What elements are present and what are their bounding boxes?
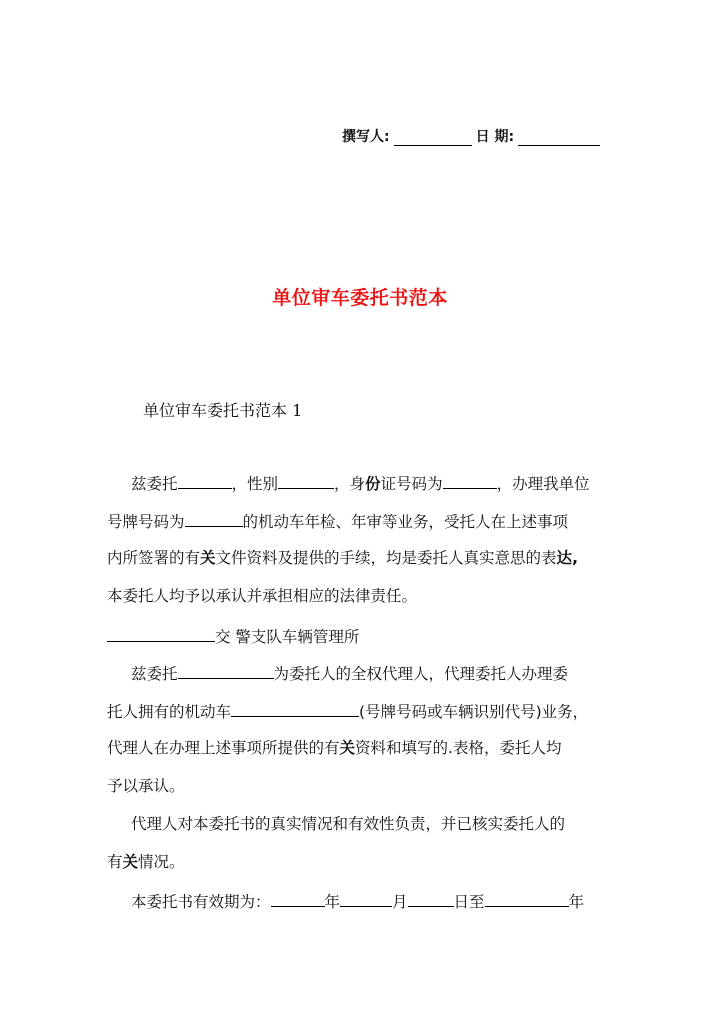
paragraph2-line1	[131, 662, 617, 684]
text: 为委托人的全权代理人，代理委托人办理委	[273, 665, 569, 683]
paragraph1-line2	[107, 510, 617, 532]
text: ，办理我单位	[496, 475, 590, 493]
paragraph3-line1: 代理人对本委托书的真实情况和有效性负责，并已核实委托人的	[131, 815, 566, 833]
blank	[485, 890, 569, 907]
validity-line	[131, 890, 617, 912]
text: 代理人在办理上述事项所提供的有	[107, 739, 340, 757]
blank	[107, 625, 215, 642]
paragraph2-line3	[107, 738, 617, 758]
blank	[408, 890, 454, 907]
paragraph3-line2	[107, 852, 617, 872]
paragraph2-line2	[107, 700, 617, 722]
text: 关	[339, 739, 356, 757]
text: 达	[556, 549, 573, 567]
blank	[443, 472, 497, 489]
text: 的机动车年检、年审等业务，受托人在上述事项	[242, 513, 569, 531]
text: 托人拥有的机动车	[107, 703, 232, 721]
text: 内所签署的有	[107, 549, 201, 567]
document-title: 单位审车委托书范本	[272, 287, 448, 309]
text: 关	[122, 853, 139, 871]
date-label: 日 期:	[475, 129, 515, 145]
text: 资料和填写的.表格，委托人均	[355, 739, 562, 757]
blank	[231, 700, 359, 717]
author-label: 撰写人:	[342, 129, 390, 145]
blank	[178, 472, 232, 489]
text: 证号码为	[380, 475, 443, 493]
text: ，身	[334, 475, 366, 493]
paragraph2-line4: 予以承认。	[107, 777, 185, 795]
text: 号牌号码为	[107, 513, 185, 531]
text: 文件资料及提供的手续，均是委托人真实意思的表	[215, 549, 557, 567]
blank	[178, 662, 274, 679]
text: (号牌号码或车辆识别代号)业务，	[359, 703, 589, 721]
paragraph1-line4: 本委托人均予以承认并承担相应的法律责任。	[107, 587, 418, 605]
text: 月	[392, 893, 408, 911]
paragraph1-line1	[131, 472, 617, 494]
text: ，性别	[231, 475, 279, 493]
blank	[278, 472, 334, 489]
text: 兹委托	[131, 665, 178, 683]
text: 本委托书有效期为：	[131, 893, 271, 911]
blank	[185, 510, 243, 527]
text: 有	[107, 853, 123, 871]
blank	[271, 890, 325, 907]
text: 兹委托	[131, 475, 178, 493]
text: 关	[200, 549, 216, 567]
text: 年	[324, 893, 341, 911]
text: 份	[365, 475, 381, 493]
paragraph1-line3	[107, 548, 617, 568]
office-name: 交 警支队车辆管理所	[215, 628, 360, 646]
text: 年	[568, 893, 585, 911]
document-subtitle: 单位审车委托书范本 1	[143, 401, 303, 420]
office-line	[107, 625, 617, 647]
blank	[340, 890, 392, 907]
text: ,	[572, 549, 578, 567]
author-blank	[394, 131, 472, 146]
text: 日至	[453, 893, 485, 911]
text: 情况。	[138, 853, 185, 871]
date-blank	[518, 131, 600, 146]
author-date-line	[342, 126, 604, 146]
